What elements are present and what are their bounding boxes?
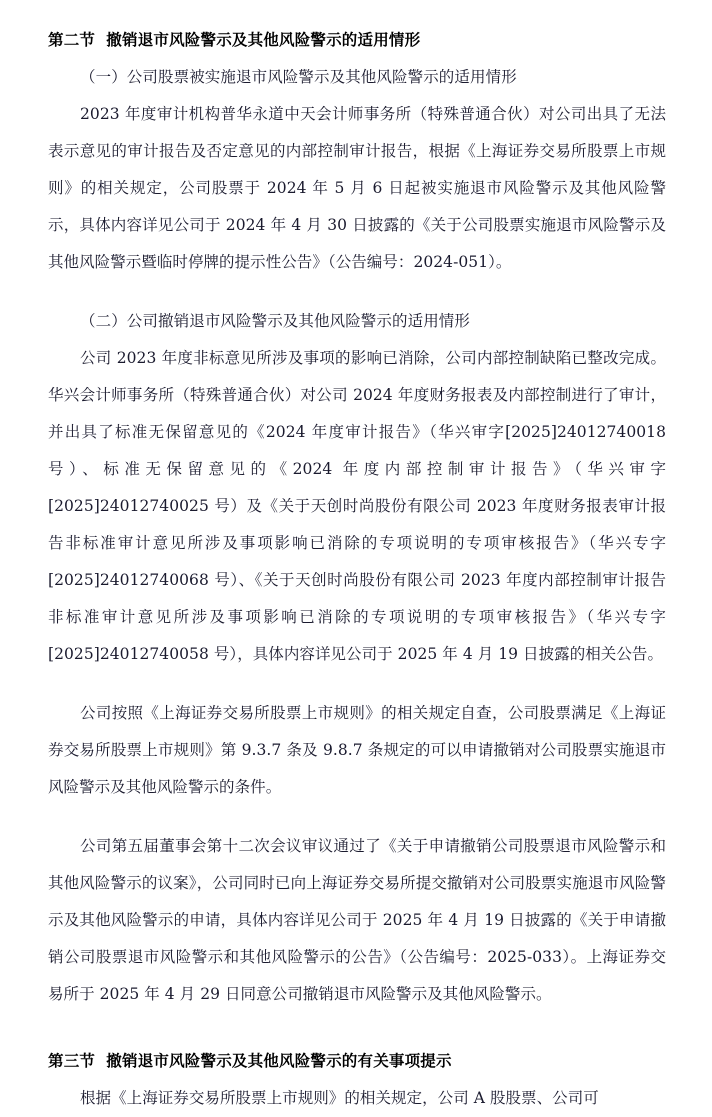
paragraph-4: 公司第五届董事会第十二次会议审议通过了《关于申请撤销公司股票退市风险警示和其他风险警示的议案》，公司同时已向上海证券交易所提交撤销对公司股票实施退市风险警示及其他风险警示的申请，具体内容详见公司于 2025 年 4 月 19 日披露的《关于申请撤销公司股票退市风险警示和其他风险警示的公告》（公告编号：2025-033）。上海证券交易所于 2025 年 4 月 29 日同意公司撤销退市风险警示及其他风险警示。 <box>48 837 666 1003</box>
paragraph-2: 公司 2023 年度非标意见所涉及事项的影响已消除，公司内部控制缺陷已整改完成。华兴会计师事务所（特殊普通合伙）对公司 2024 年度财务报表及内部控制进行了审计，并出具了标准无保留意见的《2024 年度审计报告》（华兴审字[2025]24012740018 号）、标准无保留意见的《2024 年度内部控制审计报告》（华兴审字[2025]24012740025 号）及《关于天创时尚股份有限公司 2023 年度财务报表审计报告非标准审计意见所涉及事项影响已消除的专项说明的专项审核报告》（华兴专字[2025]24012740068 号）、《关于天创时尚股份有限公司 2023 年度内部控制审计报告非标准审计意见所涉及事项影响已消除的专项说明的专项审核报告》（华兴专字[2025]24012740058 号），具体内容详见公司于 2025 年 4 月 19 日披露的相关公告。 <box>48 349 666 663</box>
document-body <box>48 22 666 1117</box>
section-heading-2: 第二节 撤销退市风险警示及其他风险警示的适用情形 <box>48 31 421 49</box>
section-heading-3: 第三节 撤销退市风险警示及其他风险警示的有关事项提示 <box>48 1052 452 1070</box>
paragraph-1: 2023 年度审计机构普华永道中天会计师事务所（特殊普通合伙）对公司出具了无法表示意见的审计报告及否定意见的内部控制审计报告，根据《上海证券交易所股票上市规则》的相关规定，公司股票于 2024 年 5 月 6 日起被实施退市风险警示及其他风险警示，具体内容详见公司于 2024 年 4 月 30 日披露的《关于公司股票实施退市风险警示及其他风险警示暨临时停牌的提示性公告》（公告编号：2024-051）。 <box>48 105 666 271</box>
subsection-heading-1: （一）公司股票被实施退市风险警示及其他风险警示的适用情形 <box>80 68 517 86</box>
paragraph-5: 根据《上海证券交易所股票上市规则》的相关规定，公司 A 股股票、公司可 <box>80 1089 599 1107</box>
paragraph-3: 公司按照《上海证券交易所股票上市规则》的相关规定自查，公司股票满足《上海证券交易所股票上市规则》第 9.3.7 条及 9.8.7 条规定的可以申请撤销对公司股票实施退市风险警示及其他风险警示的条件。 <box>48 704 666 796</box>
subsection-heading-2: （二）公司撤销退市风险警示及其他风险警示的适用情形 <box>80 312 471 330</box>
